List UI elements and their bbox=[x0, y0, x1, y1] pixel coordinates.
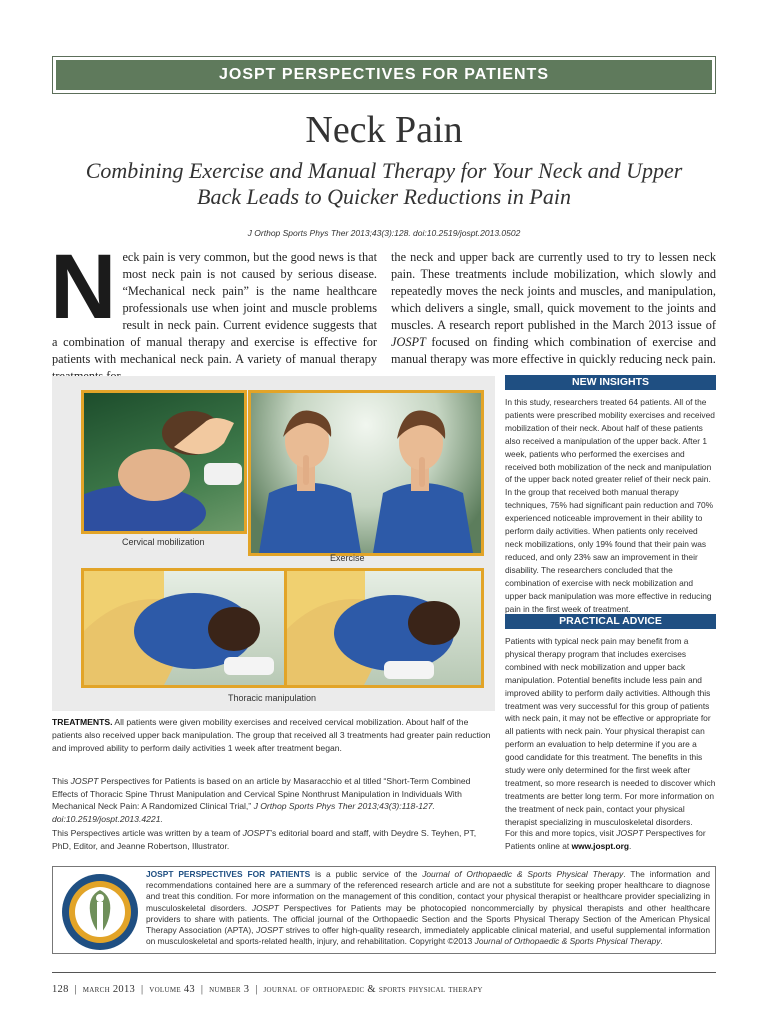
exercise-illustration bbox=[248, 390, 484, 556]
practical-advice-heading: PRACTICAL ADVICE bbox=[505, 614, 716, 629]
more-topics-text-a: For this and more topics, visit bbox=[505, 828, 617, 838]
disclaimer-text bbox=[146, 869, 710, 947]
series-banner bbox=[52, 56, 716, 94]
disclaimer-journal-1: Journal of Orthopaedic & Sports Physical Therapy bbox=[422, 869, 624, 879]
more-topics-text-b: Perspectives for Patients online at bbox=[505, 828, 706, 851]
disclaimer-journal-4: Journal of Orthopaedic & Sports Physical Therapy bbox=[474, 936, 661, 947]
footer-separator: | bbox=[255, 984, 258, 995]
disclaimer-text-4: strives to offer high-quality research, immediately applicable clinical material, and useful supplemental information on musculoskeletal and sports-related health, injury, and rehabilitation. Copyright ©2013 bbox=[146, 925, 710, 947]
journal-name: journal of orthopaedic & sports physical therapy bbox=[263, 984, 483, 995]
exercise-illustration-art bbox=[251, 393, 481, 553]
disclaimer-text-3: Perspectives for Patients may be photocopied noncommercially by physical therapists and other healthcare providers to share with patients. The official journal of the Orthopaedic Section and the Sports Physical Therapy Section of the American Physical Therapy Association (APTA), bbox=[146, 902, 710, 936]
written-by-text-a: This Perspectives article was written by a team of bbox=[52, 828, 243, 838]
written-by-text-b: ’s editorial board and staff, with Deydre S. Teyhen, PT, PhD, Editor, and Jeanne Robertson, Illustrator. bbox=[52, 828, 477, 851]
more-topics-note bbox=[505, 827, 716, 853]
new-insights-text: In this study, researchers treated 64 patients. All of the patients were prescribed mobility exercises and received mobilization of their neck. About half of these patients also received a manipulation of the upper back. After 1 week, patients who performed the exercises and received both mobilization of the neck and manipulation of the upper back noted greater relief of their neck pain. In the group that received both manual therapy techniques, 75% had significant pain reduction and 70% experienced noticeable improvement in their ability to perform daily activities. When patients only received neck mobilizations, only 19% found that their pain was reduced, and only 23% saw an improvement in their disability. The researchers concluded that the combination of exercise with neck mobilization and upper back manipulation was more effective in reducing pain in the first week of treatment. bbox=[505, 397, 715, 614]
jospt-logo-icon bbox=[60, 872, 140, 952]
page-footer bbox=[52, 984, 716, 995]
issue-date: march 2013 bbox=[82, 984, 136, 995]
thoracic-illustration-art bbox=[84, 571, 481, 685]
disclaimer-lead: JOSPT PERSPECTIVES FOR PATIENTS bbox=[146, 869, 311, 879]
disclaimer-journal-3: JOSPT bbox=[256, 925, 284, 936]
footer-separator: | bbox=[140, 984, 144, 995]
page-subtitle: Combining Exercise and Manual Therapy for Your Neck and Upper Back Leads to Quicker Reductions in Pain bbox=[85, 158, 683, 209]
caption-thoracic-manipulation: Thoracic manipulation bbox=[228, 693, 317, 703]
based-on-note bbox=[52, 775, 492, 825]
practical-advice-text: Patients with typical neck pain may benefit from a physical therapy program that includes exercises combined with neck mobilization and upper back manipulation. Potential benefits include less pain and improved ability to perform daily activities. Although this treatment was very successful for this group of patients with neck pain, it may not be effective or appropriate for all patients with neck pain. Your physical therapist can perform an evaluation to help determine if you are a good candidate for this treatment. The benefits in this study were only determined for the first week after treatment, so more research is needed to discover which treatments are better long term. For more information on the treatment of neck pain, contact your physical therapist specializing in musculoskeletal disorders. bbox=[505, 636, 716, 827]
body-column-2-text-b: focused on finding which combination of exercise and manual therapy was more effective in quickly reducing neck pain. bbox=[391, 335, 716, 366]
body-column-2 bbox=[391, 249, 716, 368]
more-topics-text-c: . bbox=[628, 840, 632, 851]
written-by-note bbox=[52, 827, 492, 852]
article-citation: J Orthop Sports Phys Ther 2013;43(3):128. doi:10.2519/jospt.2013.0502 bbox=[247, 228, 521, 238]
based-on-reference: J Orthop Sports Phys Ther 2013;43(3):118-127. doi:10.2519/jospt.2013.4221. bbox=[52, 801, 435, 824]
cervical-mobilization-illustration bbox=[81, 390, 247, 534]
thoracic-manipulation-illustration bbox=[81, 568, 484, 688]
treatments-text: All patients were given mobility exercises and received cervical mobilization. About half of the patients also received upper back manipulation. The group that received all 3 treatments had greater pain reduction and improved ability to perform daily activities 1 week after treatment began. bbox=[52, 717, 491, 753]
thoracic-frame-divider bbox=[284, 571, 287, 685]
disclaimer-text-5: . bbox=[660, 936, 663, 947]
based-on-text-b: Perspectives for Patients is based on an article by Masaracchio et al titled “Short-Term Combined Effects of Thoracic Spine Thrust Manipulation and Cervical Spine Nonthrust Manipulation in Individuals With Mechanical Neck Pain: A Randomized Clinical Trial,” bbox=[52, 776, 471, 811]
body-column-2-journal: JOSPT bbox=[391, 335, 426, 349]
written-by-journal: JOSPT bbox=[242, 828, 271, 838]
based-on-journal: JOSPT bbox=[70, 776, 99, 786]
disclaimer-journal-2: JOSPT bbox=[251, 902, 279, 913]
jospt-website-link[interactable]: www.jospt.org bbox=[571, 840, 629, 851]
page-title: Neck Pain bbox=[305, 109, 463, 151]
footer-separator: | bbox=[200, 984, 204, 995]
footer-rule bbox=[52, 972, 716, 973]
disclaimer-text-1: is a public service of the bbox=[310, 869, 423, 879]
caption-cervical-mobilization: Cervical mobilization bbox=[122, 537, 205, 547]
series-banner-label: JOSPT PERSPECTIVES FOR PATIENTS bbox=[56, 60, 712, 90]
treatments-caption bbox=[52, 716, 492, 755]
body-column-1 bbox=[50, 236, 377, 385]
issue-volume: volume 43 bbox=[149, 984, 195, 995]
treatments-label: TREATMENTS. bbox=[52, 717, 113, 727]
caption-exercise: Exercise bbox=[330, 553, 365, 563]
page-number: 128 bbox=[52, 984, 69, 995]
body-column-1-text: eck pain is very common, but the good news is that most neck pain is not caused by serious disease. “Mechanical neck pain” is the name healthcare professionals use when joint and muscle problems result in neck pain. Current evidence suggests that a combination of manual therapy and exercise is effective for patients with mechanical neck pain. A variety of manual therapy bbox=[52, 250, 377, 366]
disclaimer-text-2: . The information and recommendations contained here are a summary of the referenced research article and are not a substitute for seeking proper healthcare to diagnose and treat this condition. For more information on the management of this condition, contact your physical therapist or healthcare provider specializing in musculoskeletal disorders. bbox=[146, 869, 711, 913]
drop-cap: N bbox=[50, 236, 117, 338]
based-on-text-a: This bbox=[52, 776, 71, 786]
treatment-figure bbox=[52, 376, 495, 711]
cervical-illustration-art bbox=[84, 393, 244, 531]
issue-number: number 3 bbox=[209, 984, 250, 995]
new-insights-heading: NEW INSIGHTS bbox=[505, 375, 716, 390]
footer-separator: | bbox=[74, 984, 77, 995]
body-column-2-text-a: the neck and upper back are currently used to try to lessen neck pain. These treatments include mobilization, which slowly and repeatedly moves the neck joints and muscles, and manipulation, which delivers a single, small, quick movement to the joints and muscles. A research report published in the March 2013 issue of bbox=[391, 250, 716, 332]
more-topics-journal: JOSPT bbox=[616, 828, 644, 838]
